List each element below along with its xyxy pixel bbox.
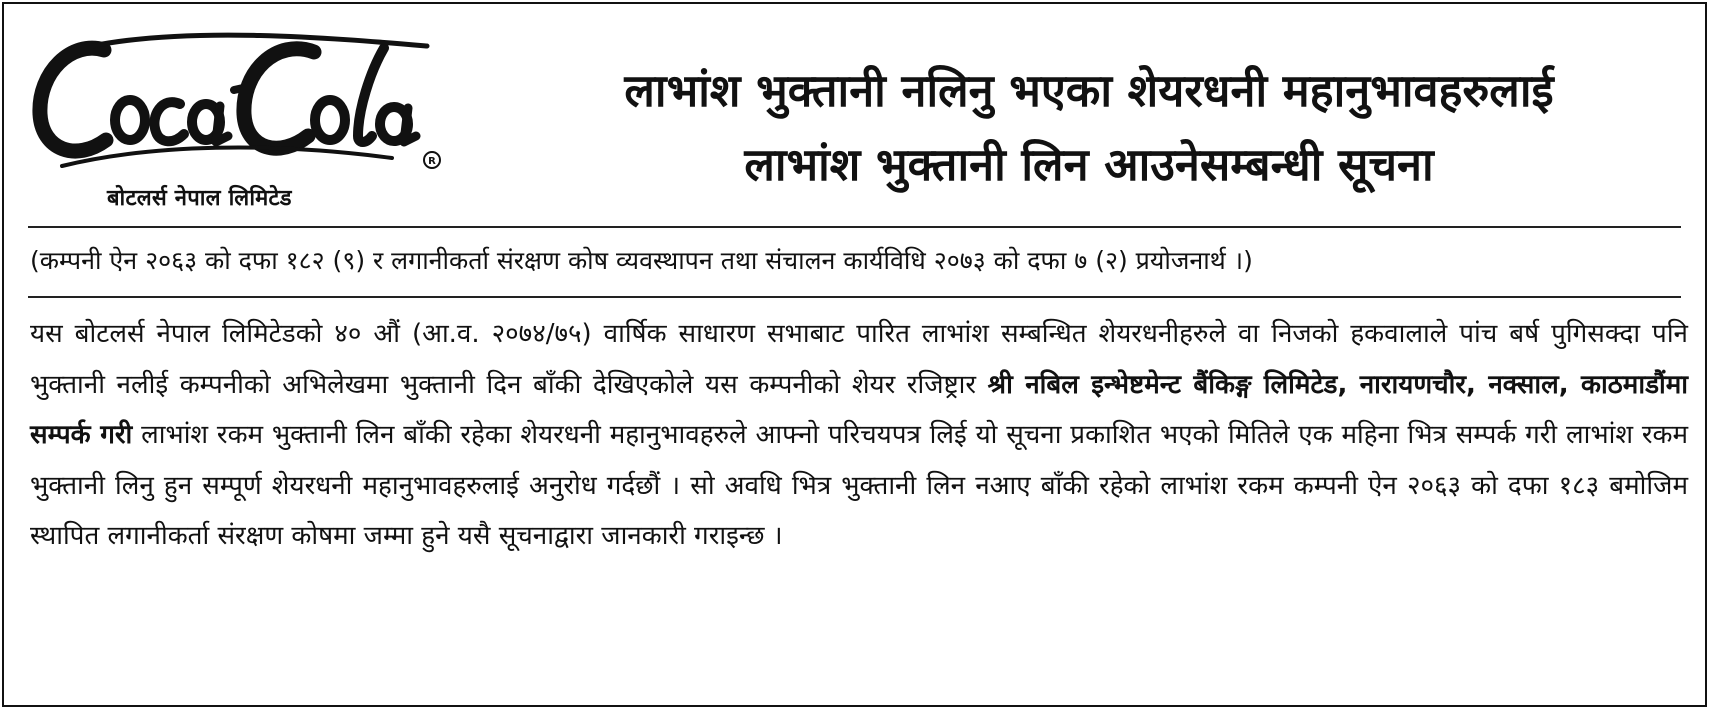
notice-headline bbox=[474, 54, 1704, 202]
notice-body bbox=[30, 309, 1688, 562]
legal-reference: (कम्पनी ऐन २०६३ को दफा १८२ (९) र लगानीकर्ता संरक्षण कोष व्यवस्थापन तथा संचालन कार्यविधि २०७३ को दफा ७ (२) प्रयोजनार्थ ।) bbox=[30, 246, 1253, 275]
divider-top bbox=[28, 226, 1681, 228]
svg-text:R: R bbox=[428, 156, 436, 167]
headline-line-2: लाभांश भुक्तानी लिन आउनेसम्बन्धी सूचना bbox=[744, 138, 1434, 191]
notice-intro: यस बोटलर्स नेपाल लिमिटेडको ४० औं (आ.व. २०७४/७५) वार्षिक साधारण सभाबाट पारित लाभांश सम्बन्धित शेयरधनीहरुले वा निजको हकवालाले पांच बर्ष पुगिसक्दा पनि भुक्तानी नलीई कम्पनीको अभिलेखमा भुक्तानी दिन बाँकी देखिएकोले यस कम्पनीको शेयर रजिष्ट्रार bbox=[30, 319, 1688, 400]
coca-cola-script-logo bbox=[32, 32, 452, 182]
registrar-contact: श्री नबिल इन्भेष्टमेन्ट बैंकिङ्ग लिमिटेड, नारायणचौर, नक्साल, काठमाडौंमा सम्पर्क गरी bbox=[30, 369, 1688, 450]
notice-remainder: लाभांश रकम भुक्तानी लिन बाँकी रहेका शेयरधनी महानुभावहरुले आफ्नो परिचयपत्र लिई यो सूचना प्रकाशित भएको मितिले एक महिना भित्र सम्पर्क गरी लाभांश रकम भुक्तानी लिनु हुन सम्पूर्ण शेयरधनी महानुभावहरुलाई अनुरोध गर्दछौं । सो अवधि भित्र भुक्तानी लिन नआए बाँकी रहेको लाभांश रकम कम्पनी ऐन २०६३ को दफा १८३ बमोजिम स्थापित लगानीकर्ता संरक्षण कोषमा जम्मा हुने यसै सूचनाद्वारा जानकारी गराइन्छ । bbox=[30, 420, 1689, 551]
headline-line-1: लाभांश भुक्तानी नलिनु भएका शेयरधनी महानुभावहरुलाई bbox=[624, 64, 1554, 117]
notice-frame bbox=[2, 2, 1707, 707]
divider-bottom bbox=[28, 296, 1681, 298]
company-name: बोटलर्स नेपाल लिमिटेड bbox=[107, 186, 292, 211]
